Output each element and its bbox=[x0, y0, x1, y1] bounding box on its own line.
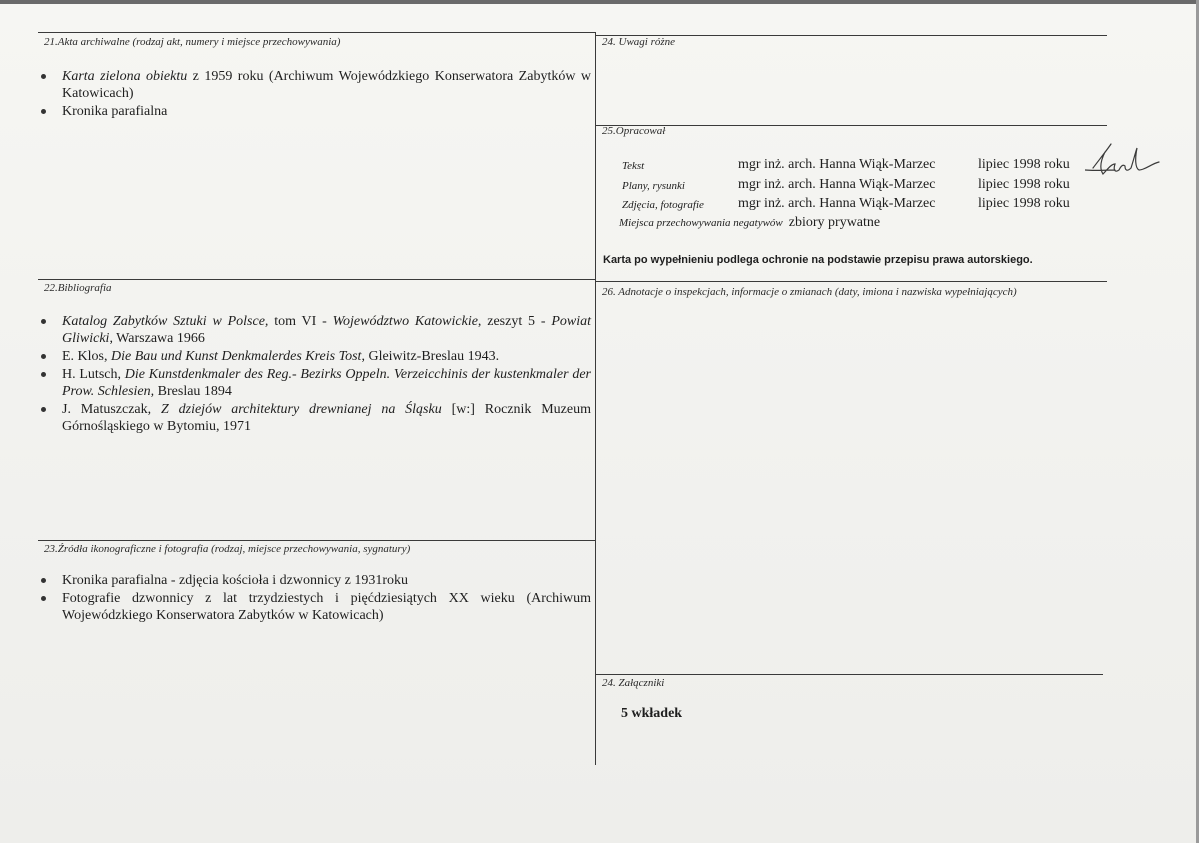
bib-text: J. Matuszczak, bbox=[62, 402, 161, 417]
section-22-list bbox=[38, 313, 591, 436]
negatives-role: Miejsca przechowywania negatywów bbox=[619, 217, 783, 229]
credit-row-photos bbox=[622, 196, 1102, 215]
list-item bbox=[38, 348, 591, 365]
section-23-label: 23.Źródła ikonograficzne i fotografia (rodzaj, miejsce przechowywania, sygnatury) bbox=[44, 543, 411, 555]
negatives-value: zbiory prywatne bbox=[788, 215, 881, 230]
list-item bbox=[38, 590, 591, 624]
bullet-icon bbox=[41, 319, 46, 324]
bib-text: tom VI - bbox=[268, 314, 333, 329]
section-25-label: 25.Opracował bbox=[602, 125, 666, 137]
bullet-icon bbox=[41, 372, 46, 377]
section-22-label: 22.Bibliografia bbox=[44, 282, 112, 294]
credit-role: Zdjęcia, fotografie bbox=[622, 199, 704, 211]
signature-icon bbox=[1085, 140, 1165, 185]
credit-role: Plany, rysunki bbox=[622, 180, 685, 192]
negatives-row bbox=[619, 215, 880, 231]
bib-title: Die Bau und Kunst Denkmalerdes Kreis Tost bbox=[111, 349, 362, 364]
credit-person: mgr inż. arch. Hanna Wiąk-Marzec bbox=[738, 177, 936, 192]
bullet-icon bbox=[41, 596, 46, 601]
list-item bbox=[38, 103, 591, 120]
section-26-label: 26. Adnotacje o inspekcjach, informacje o zmianach (daty, imiona i nazwiska wypełniających) bbox=[602, 286, 1017, 298]
divider-attachments bbox=[596, 674, 1103, 675]
divider-23 bbox=[38, 540, 596, 541]
bib-title: Województwo Katowickie bbox=[332, 314, 478, 329]
attachments-value: 5 wkładek bbox=[621, 706, 683, 721]
section-23-list bbox=[38, 572, 591, 625]
bullet-icon bbox=[41, 578, 46, 583]
credit-row-text bbox=[622, 157, 1102, 176]
divider-26 bbox=[596, 281, 1107, 282]
bullet-icon bbox=[41, 109, 46, 114]
list-item bbox=[38, 366, 591, 400]
bib-title: Die Kunstdenkmaler des Reg.- Bezirks Oppeln. Verzeicchinis der kustenkmaler der Prow. Schlesien, bbox=[62, 367, 591, 399]
bib-text: Breslau 1894 bbox=[154, 384, 232, 399]
bib-text: [w:] Rocznik Muzeum Górnośląskiego w Bytomiu, 1971 bbox=[62, 402, 591, 434]
list-item bbox=[38, 572, 591, 589]
bib-text: , Warszawa 1966 bbox=[109, 331, 205, 346]
bib-title: Powiat Gliwicki bbox=[62, 314, 591, 346]
credit-date: lipiec 1998 roku bbox=[978, 196, 1070, 211]
credit-date: lipiec 1998 roku bbox=[978, 177, 1070, 192]
credit-role: Tekst bbox=[622, 160, 645, 172]
copyright-note: Karta po wypełnieniu podlega ochronie na podstawie przepisu prawa autorskiego. bbox=[603, 254, 1033, 266]
divider-25 bbox=[596, 125, 1107, 126]
archive-item: Kronika parafialna bbox=[62, 104, 168, 119]
section-21-list bbox=[38, 68, 591, 121]
bullet-icon bbox=[41, 407, 46, 412]
list-item bbox=[38, 313, 591, 347]
archive-detail: z 1959 roku (Archiwum Wojewódzkiego Konserwatora Zabytków w Katowicach) bbox=[62, 69, 592, 101]
bib-title: Katalog Zabytków Sztuki w Polsce, bbox=[62, 314, 269, 329]
divider-top-left bbox=[38, 32, 596, 33]
section-24-label: 24. Uwagi różne bbox=[602, 36, 676, 48]
attachments-label: 24. Załączniki bbox=[602, 677, 665, 689]
scan-top-edge bbox=[0, 0, 1199, 4]
bullet-icon bbox=[41, 74, 46, 79]
bib-text: , Gleiwitz-Breslau 1943. bbox=[361, 349, 500, 364]
bullet-icon bbox=[41, 354, 46, 359]
list-item bbox=[38, 401, 591, 435]
credit-row-plans bbox=[622, 177, 1102, 196]
bib-title: Z dziejów architektury drewnianej na Śląsku bbox=[161, 402, 442, 417]
credit-person: mgr inż. arch. Hanna Wiąk-Marzec bbox=[738, 196, 936, 211]
divider-22 bbox=[38, 279, 596, 280]
divider-center bbox=[595, 32, 596, 765]
bib-text: E. Klos, bbox=[62, 349, 111, 364]
bib-text: , zeszyt 5 - bbox=[477, 314, 552, 329]
section-21-label: 21.Akta archiwalne (rodzaj akt, numery i miejsce przechowywania) bbox=[44, 36, 341, 48]
source-item: Fotografie dzwonnicy z lat trzydziestych i pięćdziesiątych XX wieku (Archiwum Wojewódzkiego Konserwatora Zabytków w Katowicach) bbox=[62, 591, 591, 623]
credit-person: mgr inż. arch. Hanna Wiąk-Marzec bbox=[738, 157, 936, 172]
archive-title: Karta zielona obiektu bbox=[62, 69, 188, 84]
bib-text: H. Lutsch, bbox=[62, 367, 125, 382]
source-item: Kronika parafialna - zdjęcia kościoła i dzwonnicy z 1931roku bbox=[62, 573, 408, 588]
list-item bbox=[38, 68, 591, 102]
credit-date: lipiec 1998 roku bbox=[978, 157, 1070, 172]
